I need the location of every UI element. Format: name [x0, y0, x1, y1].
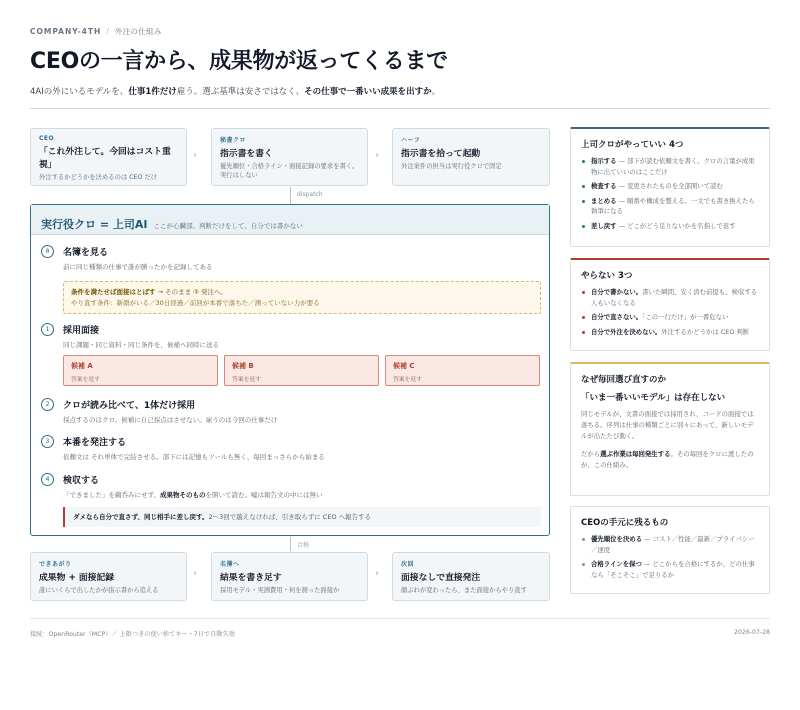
dispatch-connector [290, 187, 291, 204]
flow-arrow-icon: › [375, 568, 379, 579]
step-desc: 前に同じ種類の仕事で誰が勝ったかを記録してある [63, 263, 213, 271]
flow-arrow-icon: › [375, 150, 379, 161]
list-item: 自分で書かない。書いた瞬間、安く済む前提も、検収する人もいなくなる [581, 287, 759, 308]
allowed-actions-box [570, 127, 770, 247]
list-item: 指示する — 部下が読む依頼文を書く。クロの言葉が成果物に出ていいのはここだけ [581, 156, 759, 177]
step-title: 本番を発注する [63, 438, 127, 448]
step-title: 採用面接 [63, 326, 100, 336]
list-item: 差し戻す — どこがどう足りないかを名指しで返す [581, 221, 759, 232]
ceo-retains-box [570, 506, 770, 594]
list-item: 合格ラインを保つ — どこからを合格にするか、どの仕事なら「そこそこ」で足りるか [581, 559, 759, 580]
why-reselect-headline: 「いま一番いいモデル」は存在しない [581, 393, 726, 403]
step-desc: 採点するのはクロ。候補に自己採点はさせない。雇うのは今回の仕事だけ [63, 416, 278, 424]
flow-box-secretary: 秘書クロ 指示書を書く 優先順位・合格ライン・面接記録の要求を書く。実行はしない [211, 128, 368, 186]
footer-date: 2026-07-28 [734, 629, 770, 636]
footer-divider [30, 618, 770, 619]
footer-connection-note: 接続：OpenRouter（MCP）／ 上限つきの使い捨てキー・7日で自動失効 [30, 631, 235, 638]
executor-header [31, 205, 549, 235]
list-item: 自分で外注を決めない。外注するかどうかは CEO 判断 [581, 327, 759, 338]
list-item: 自分で直さない。「この一行だけ」が一番危ない [581, 312, 759, 323]
why-reselect-box [570, 362, 770, 496]
step-number: 4 [41, 473, 54, 486]
step-number: 1 [41, 323, 54, 336]
step-number: 2 [41, 398, 54, 411]
pass-connector [290, 537, 291, 551]
step-number: 0 [41, 245, 54, 258]
crumb-separator: / [106, 27, 110, 36]
skip-condition-note: 条件を満たせば面接はとばす → そのまま ③ 発注へ。 やり直す条件：新顔がいる／30日経過／前回が本番で落ちた／測っていない力が要る [63, 281, 541, 314]
breadcrumb [30, 26, 162, 37]
step-desc: 同じ課題・同じ資料・同じ条件を、候補へ同時に送る [63, 341, 219, 349]
page-title: CEOの一言から、成果物が返ってくるまで [30, 49, 448, 74]
step-title: 名簿を見る [63, 248, 109, 258]
step-number: 3 [41, 435, 54, 448]
page-lede: 4AIの外にいるモデルを、仕事1件だけ雇う。選ぶ基準は安さではなく、その仕事で一番いい成果を出すか。 [30, 87, 441, 97]
list-item: 優先順位を決める — コスト／性能／最新／プライバシー／速度 [581, 534, 759, 555]
candidate-card: 候補 C 答案を返す [385, 355, 540, 386]
step-desc: 依頼文は それ単体で完結させる。部下には記憶もツールも無く、毎回まっさらから始まる [63, 453, 325, 461]
step-desc: 「できました」を鵜呑みにせず、成果物そのものを開いて読む。嘘は報告文の中には無い [63, 491, 323, 499]
forbidden-actions-title: やらない 3つ [581, 271, 633, 281]
why-reselect-title: なぜ毎回選び直すのか [581, 375, 667, 385]
why-reselect-body: 同じモデルが、文書の面接では採用され、コードの面接では落ちる。序列は仕事の種類ごとに別々にあって、新しいモデルが出たたび動く。 [581, 410, 754, 441]
executor-panel [30, 204, 550, 536]
flow-arrow-icon: › [193, 568, 197, 579]
executor-subtitle: ここが心臓部。判断だけをして、自分では書かない [153, 222, 303, 230]
flow-box-ceo: CEO 「これ外注して。今回はコスト重視」 外注するかどうかを決めるのは CEO だけ [30, 128, 187, 186]
list-item: まとめる — 順番や構成を整える。一文でも書き換えたら執筆になる [581, 196, 759, 217]
why-reselect-conclusion: だから選ぶ作業は毎回発生する。その毎回をクロに渡したのが、この仕組み。 [581, 449, 754, 469]
flow-box-half: ハーフ 指示書を拾って起動 外注案件の担当は実行役クロで固定 [392, 128, 550, 186]
step-title: 検収する [63, 476, 100, 486]
dispatch-label: dispatch [297, 191, 323, 198]
allowed-actions-title: 上司クロがやっていい 4つ [581, 140, 684, 150]
forbidden-actions-box [570, 258, 770, 351]
step-title: クロが読み比べて、1体だけ採用 [63, 401, 196, 411]
flow-box-deliverable: できあがり 成果物 + 面接記録 誰にいくらで出したかが指示書から追える [30, 552, 187, 601]
crumb-company: COMPANY-4TH [30, 27, 102, 36]
flow-box-next: 次回 面接なしで直接発注 顔ぶれが変わったら、また面接からやり直す [392, 552, 550, 601]
flow-arrow-icon: › [193, 150, 197, 161]
return-rule-note: ダメなら自分で直さず、同じ相手に差し戻す。2〜3回で越えなければ、引き取らずに CEO へ報告する [63, 507, 541, 527]
flow-box-roster: 名簿へ 結果を書き足す 採用モデル・実測費用・何を測った面接か [211, 552, 368, 601]
executor-title: 実行役クロ = 上司AI [41, 218, 148, 231]
header-divider [30, 108, 770, 109]
ceo-retains-title: CEOの手元に残るもの [581, 518, 669, 528]
crumb-page: 外注の仕組み [114, 27, 162, 36]
pass-label: 合格 [297, 542, 310, 549]
candidate-card: 候補 A 答案を返す [63, 355, 218, 386]
candidate-card: 候補 B 答案を返す [224, 355, 379, 386]
list-item: 検査する — 変更されたものを全部開いて読む [581, 181, 759, 192]
